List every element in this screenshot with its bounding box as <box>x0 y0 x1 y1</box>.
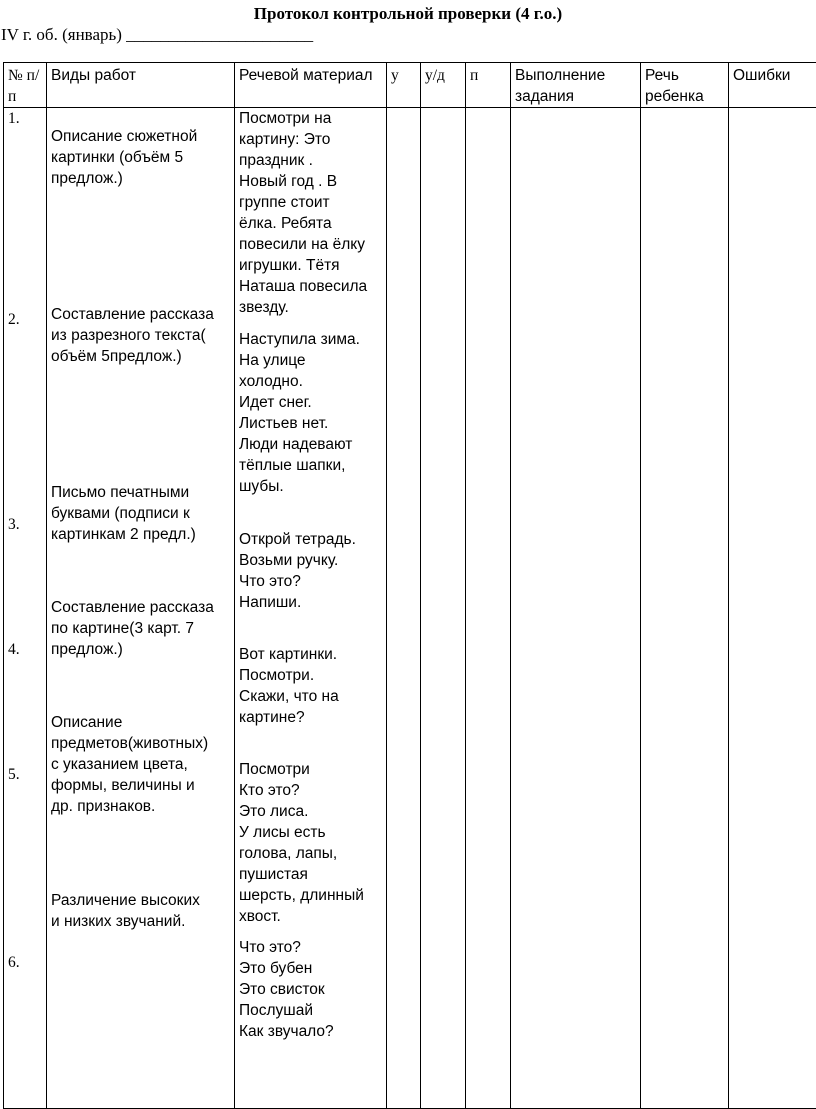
item-number: 3. <box>8 514 46 535</box>
item-number: 4. <box>8 639 46 660</box>
speech-material-text: Наступила зима. На улице холодно. Идет снег. Листьев нет. Люди надевают тёплые шапки, шубы. <box>239 329 386 497</box>
u-cell[interactable] <box>387 108 421 1109</box>
speech-material-text: Открой тетрадь. Возьми ручку. Что это? Напиши. <box>239 529 386 613</box>
column-header-ud: у/д <box>421 63 466 108</box>
work-type-text: Различение высоких и низких звучаний. <box>51 890 234 932</box>
speech-material-text: Что это? Это бубен Это свисток Послушай Как звучало? <box>239 937 386 1042</box>
work-type-text: Описание предметов(животных) с указанием цвета, формы, величины и др. признаков. <box>51 712 234 817</box>
speech-material-text: Вот картинки. Посмотри. Скажи, что на картине? <box>239 644 386 728</box>
column-header-u: у <box>387 63 421 108</box>
protocol-table <box>3 62 816 1109</box>
errors-cell[interactable] <box>729 108 816 1109</box>
column-header-work-type: Виды работ <box>47 63 235 108</box>
column-header-p: п <box>466 63 511 108</box>
column-header-speech-material: Речевой материал <box>235 63 387 108</box>
column-header-number: № п/п <box>4 63 47 108</box>
work-type-text: Описание сюжетной картинки (объём 5 предлож.) <box>51 126 234 189</box>
work-type-text: Составление рассказа по картине(3 карт. 7 предлож.) <box>51 597 234 660</box>
column-header-errors: Ошибки <box>729 63 816 108</box>
work-type-text: Составление рассказа из разрезного текста( объём 5предлож.) <box>51 304 234 367</box>
work-types-cell <box>47 108 235 1109</box>
column-header-child-speech: Речь ребенка <box>641 63 729 108</box>
item-number: 6. <box>8 952 46 973</box>
work-type-text: Письмо печатными буквами (подписи к картинкам 2 предл.) <box>51 482 234 545</box>
task-completion-cell[interactable] <box>511 108 641 1109</box>
item-number: 5. <box>8 764 46 785</box>
column-header-task-completion: Выполнение задания <box>511 63 641 108</box>
item-number: 2. <box>8 309 46 330</box>
item-number: 1. <box>8 108 46 129</box>
row-numbers-cell <box>4 108 47 1109</box>
child-speech-cell[interactable] <box>641 108 729 1109</box>
period-line: IV г. об. (январь) ______________________ <box>1 25 313 45</box>
table-row <box>4 108 816 1109</box>
ud-cell[interactable] <box>421 108 466 1109</box>
speech-material-text: Посмотри Кто это? Это лиса. У лисы есть голова, лапы, пушистая шерсть, длинный хвост. <box>239 759 386 927</box>
table-header-row <box>4 63 816 108</box>
page-title: Протокол контрольной проверки (4 г.о.) <box>0 4 816 24</box>
p-cell[interactable] <box>466 108 511 1109</box>
speech-material-cell <box>235 108 387 1109</box>
speech-material-text: Посмотри на картину: Это праздник . Новый год . В группе стоит ёлка. Ребята повесили на ёлку игрушки. Тётя Наташа повесила звезду. <box>239 108 386 318</box>
